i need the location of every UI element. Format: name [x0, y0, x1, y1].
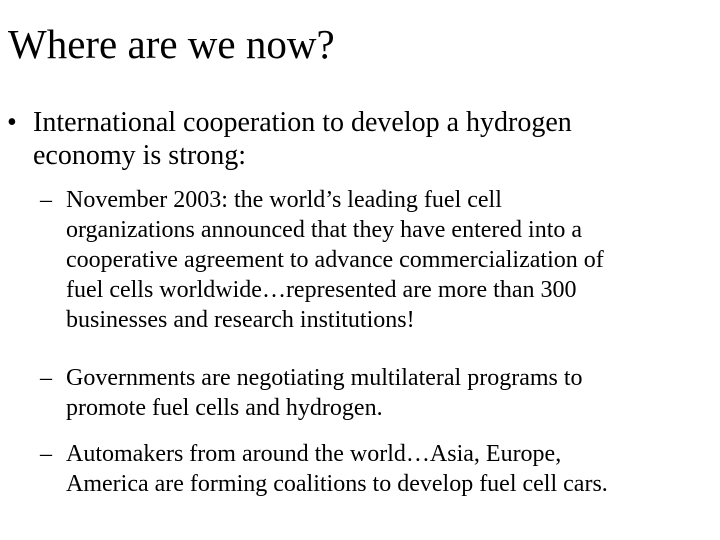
- sub-bullet-line: fuel cells worldwide…represented are more than 300: [66, 277, 577, 303]
- bullet-marker: •: [7, 107, 17, 138]
- bullet-line: International cooperation to develop a hydrogen: [33, 107, 572, 138]
- sub-bullet-governments: [40, 363, 706, 423]
- sub-bullet-line: organizations announced that they have entered into a: [66, 217, 583, 243]
- sub-bullet-line: promote fuel cells and hydrogen.: [66, 395, 383, 421]
- main-bullet: [7, 106, 673, 172]
- sub-bullet-marker: –: [40, 187, 52, 213]
- sub-bullet-line: businesses and research institutions!: [66, 307, 415, 333]
- sub-bullet-line: America are forming coalitions to develop fuel cell cars.: [66, 471, 608, 497]
- sub-bullet-line: cooperative agreement to advance commercialization of: [66, 247, 604, 273]
- sub-bullet-automakers: [40, 439, 706, 499]
- bullet-line: economy is strong:: [33, 140, 247, 171]
- sub-bullet-line: November 2003: the world’s leading fuel cell: [66, 187, 502, 213]
- sub-bullet-agreement: [40, 185, 706, 335]
- slide-title: Where are we now?: [8, 21, 335, 67]
- sub-bullet-line: Governments are negotiating multilateral programs to: [66, 365, 583, 391]
- sub-bullet-marker: –: [40, 441, 52, 467]
- sub-bullet-marker: –: [40, 365, 52, 391]
- sub-bullet-line: Automakers from around the world…Asia, Europe,: [66, 441, 562, 467]
